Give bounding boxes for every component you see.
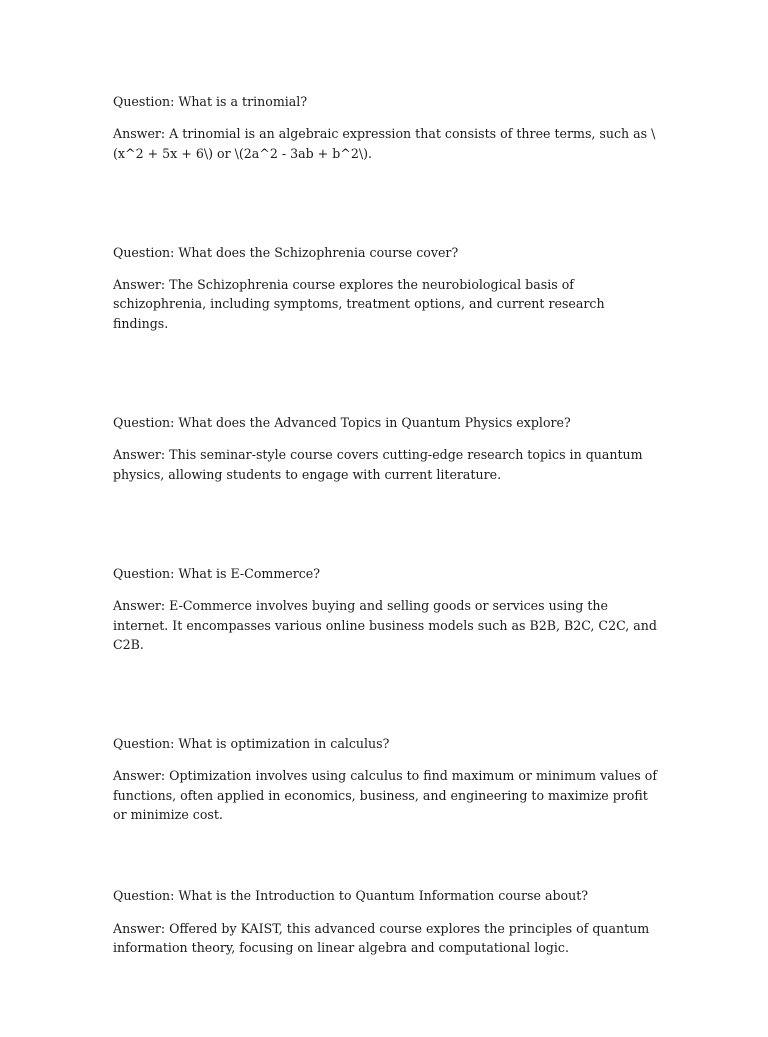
answer-text: Answer: Optimization involves using calculus to find maximum or minimum values of functions, often applied in economics, business, and engineering to maximize profit or minimize cost. bbox=[113, 768, 658, 823]
qa-item bbox=[113, 734, 658, 824]
answer-text: Answer: This seminar-style course covers cutting-edge research topics in quantum physics, allowing students to engage with current literature. bbox=[113, 447, 643, 482]
qa-list bbox=[113, 92, 658, 1037]
qa-item bbox=[113, 564, 658, 654]
question-text: Question: What does the Schizophrenia course cover? bbox=[113, 244, 459, 260]
question-text: Question: What is the Introduction to Quantum Information course about? bbox=[113, 888, 589, 904]
question-text: Question: What does the Advanced Topics in Quantum Physics explore? bbox=[113, 415, 571, 431]
answer-text: Answer: A trinomial is an algebraic expression that consists of three terms, such as \(x^2 + 5x + 6\) or \(2a^2 - 3ab + b^2\). bbox=[113, 126, 656, 161]
question-text: Question: What is E-Commerce? bbox=[113, 565, 321, 581]
answer-text: Answer: The Schizophrenia course explores the neurobiological basis of schizophrenia, including symptoms, treatment options, and current research findings. bbox=[113, 277, 605, 331]
answer-text: Answer: E-Commerce involves buying and selling goods or services using the internet. It encompasses various online business models such as B2B, B2C, C2C, and C2B. bbox=[113, 598, 657, 652]
answer-text: Answer: Offered by KAIST, this advanced course explores the principles of quantum information theory, focusing on linear algebra and computational logic. bbox=[113, 920, 650, 955]
qa-item bbox=[113, 413, 658, 484]
qa-item bbox=[113, 243, 658, 333]
qa-item bbox=[113, 92, 658, 163]
qa-item bbox=[113, 886, 658, 957]
question-text: Question: What is optimization in calculus? bbox=[113, 736, 390, 752]
question-text: Question: What is a trinomial? bbox=[113, 94, 308, 109]
